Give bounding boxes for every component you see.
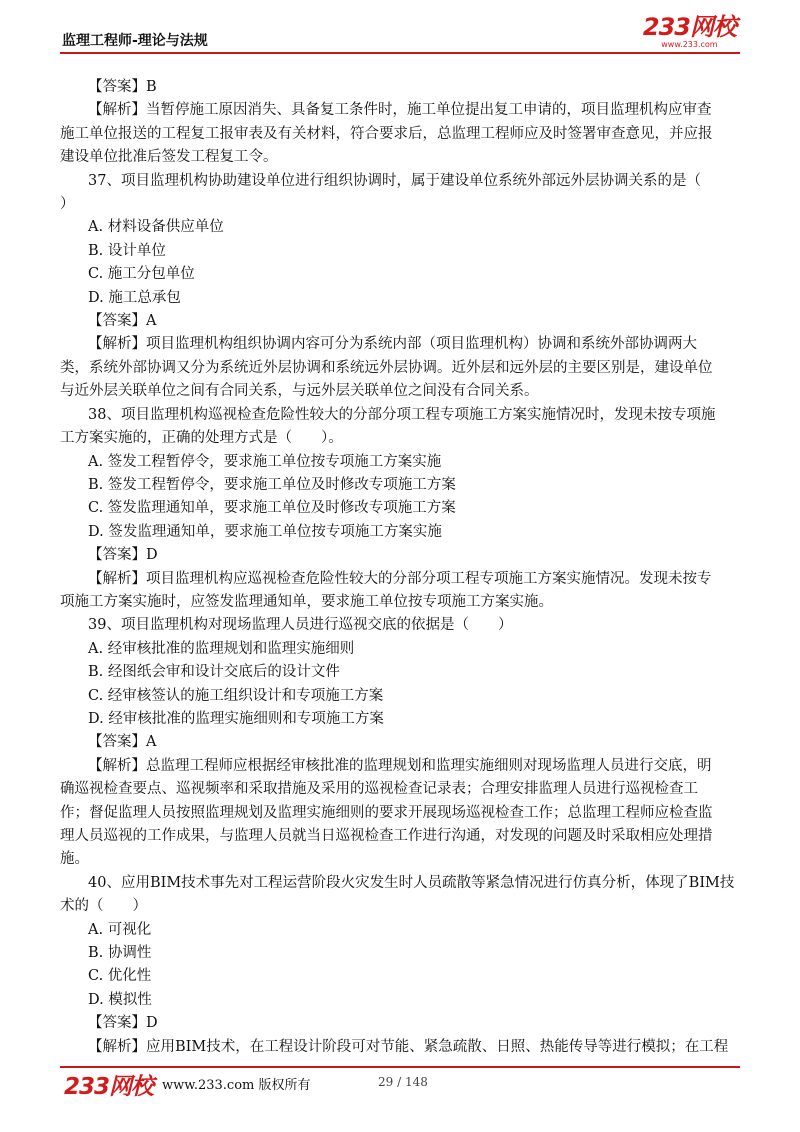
text-line: C. 施工分包单位 — [88, 266, 195, 283]
text-line: 38、项目监理机构巡视检查危险性较大的分部分项工程专项施工方案实施情况时，发现未按专项施 — [88, 406, 716, 423]
footer-copyright: www.233.com 版权所有 — [162, 1078, 311, 1093]
footer-divider — [60, 1066, 740, 1068]
text-line: B. 协调性 — [88, 945, 152, 962]
text-line: 类，系统外部协调又分为系统近外层协调和系统远外层协调。近外层和远外层的主要区别是，建设单位 — [60, 359, 713, 376]
text-line: 【解析】总监理工程师应根据经审核批准的监理规划和监理实施细则对现场监理人员进行交底，明 — [88, 757, 712, 774]
text-line: D. 经审核批准的监理实施细则和专项施工方案 — [88, 710, 384, 727]
text-line: 40、应用BIM技术事先对工程运营阶段火灾发生时人员疏散等紧急情况进行仿真分析，体现了BIM技 — [88, 874, 735, 891]
text-line: B. 签发工程暂停令，要求施工单位及时修改专项施工方案 — [88, 476, 456, 493]
text-line: A. 签发工程暂停令，要求施工单位按专项施工方案实施 — [88, 453, 442, 470]
header-logo — [643, 14, 736, 49]
text-line: 项施工方案实施时，应签发监理通知单，要求施工单位按专项施工方案实施。 — [60, 593, 553, 610]
text-line: 术的（ ） — [60, 898, 147, 915]
text-line: 【答案】B — [88, 79, 157, 95]
text-line: 施工单位报送的工程复工报审表及有关材料，符合要求后，总监理工程师应及时签署审查意见，并应报 — [60, 125, 713, 142]
text-line: 【解析】项目监理机构组织协调内容可分为系统内部（项目监理机构）协调和系统外部协调两大 — [88, 336, 697, 353]
text-line: A. 材料设备供应单位 — [88, 219, 224, 236]
text-line: 【答案】A — [88, 734, 157, 751]
text-line: 【解析】当暂停施工原因消失、具备复工条件时，施工单位提出复工申请的，项目监理机构应审查 — [88, 102, 712, 119]
text-line: B. 经图纸会审和设计交底后的设计文件 — [88, 664, 340, 681]
text-line: 理人员巡视的工作成果，与监理人员就当日巡视检查工作进行沟通，对发现的问题及时采取相应处理措 — [60, 828, 713, 844]
text-line: B. 设计单位 — [88, 242, 166, 259]
text-line: A. 可视化 — [88, 921, 152, 938]
header-logo-url: www.233.com — [661, 40, 718, 49]
text-line: 施。 — [60, 851, 89, 868]
text-line: C. 经审核签认的施工组织设计和专项施工方案 — [88, 687, 384, 704]
text-line: 工方案实施的，正确的处理方式是（ ）。 — [60, 430, 343, 447]
header-divider — [60, 52, 740, 54]
text-line: 37、项目监理机构协助建设单位进行组织协调时，属于建设单位系统外部远外层协调关系的是（ — [88, 172, 701, 189]
footer-logo: 233网校 — [64, 1074, 154, 1100]
text-line: D. 模拟性 — [88, 991, 152, 1008]
text-line: D. 签发监理通知单，要求施工单位按专项施工方案实施 — [88, 523, 442, 540]
text-line: 【答案】D — [88, 547, 158, 564]
text-line: 【答案】D — [88, 1015, 158, 1032]
text-line: 建设单位批准后签发工程复工令。 — [60, 149, 278, 166]
text-line: C. 签发监理通知单，要求施工单位及时修改专项施工方案 — [88, 500, 456, 517]
header-logo-mark: 233网校 — [642, 13, 736, 41]
page-number: 29 / 148 — [378, 1075, 428, 1089]
text-line: 作；督促监理人员按照监理规划及监理实施细则的要求开展现场巡视检查工作；总监理工程师应检查监 — [60, 804, 713, 821]
text-line: 39、项目监理机构对现场监理人员进行巡视交底的依据是（ ） — [88, 617, 513, 634]
document-body — [60, 76, 740, 1059]
text-line: D. 施工总承包 — [88, 289, 181, 306]
text-line: 【答案】A — [88, 313, 157, 330]
text-line: 确巡视检查要点、巡视频率和采取措施及采用的巡视检查记录表；合理安排监理人员进行巡视检查工 — [60, 781, 698, 798]
text-line: C. 优化性 — [88, 968, 152, 985]
text-line: ） — [60, 196, 75, 213]
document-header-title: 监理工程师-理论与法规 — [62, 33, 208, 49]
text-line: 与近外层关联单位之间有合同关系，与远外层关联单位之间没有合同关系。 — [60, 383, 539, 400]
text-line: 【解析】应用BIM技术，在工程设计阶段可对节能、紧急疏散、日照、热能传导等进行模拟；在工程 — [88, 1038, 729, 1055]
text-line: A. 经审核批准的监理规划和监理实施细则 — [88, 640, 355, 657]
text-line: 【解析】项目监理机构应巡视检查危险性较大的分部分项工程专项施工方案实施情况。发现未按专 — [88, 570, 712, 587]
